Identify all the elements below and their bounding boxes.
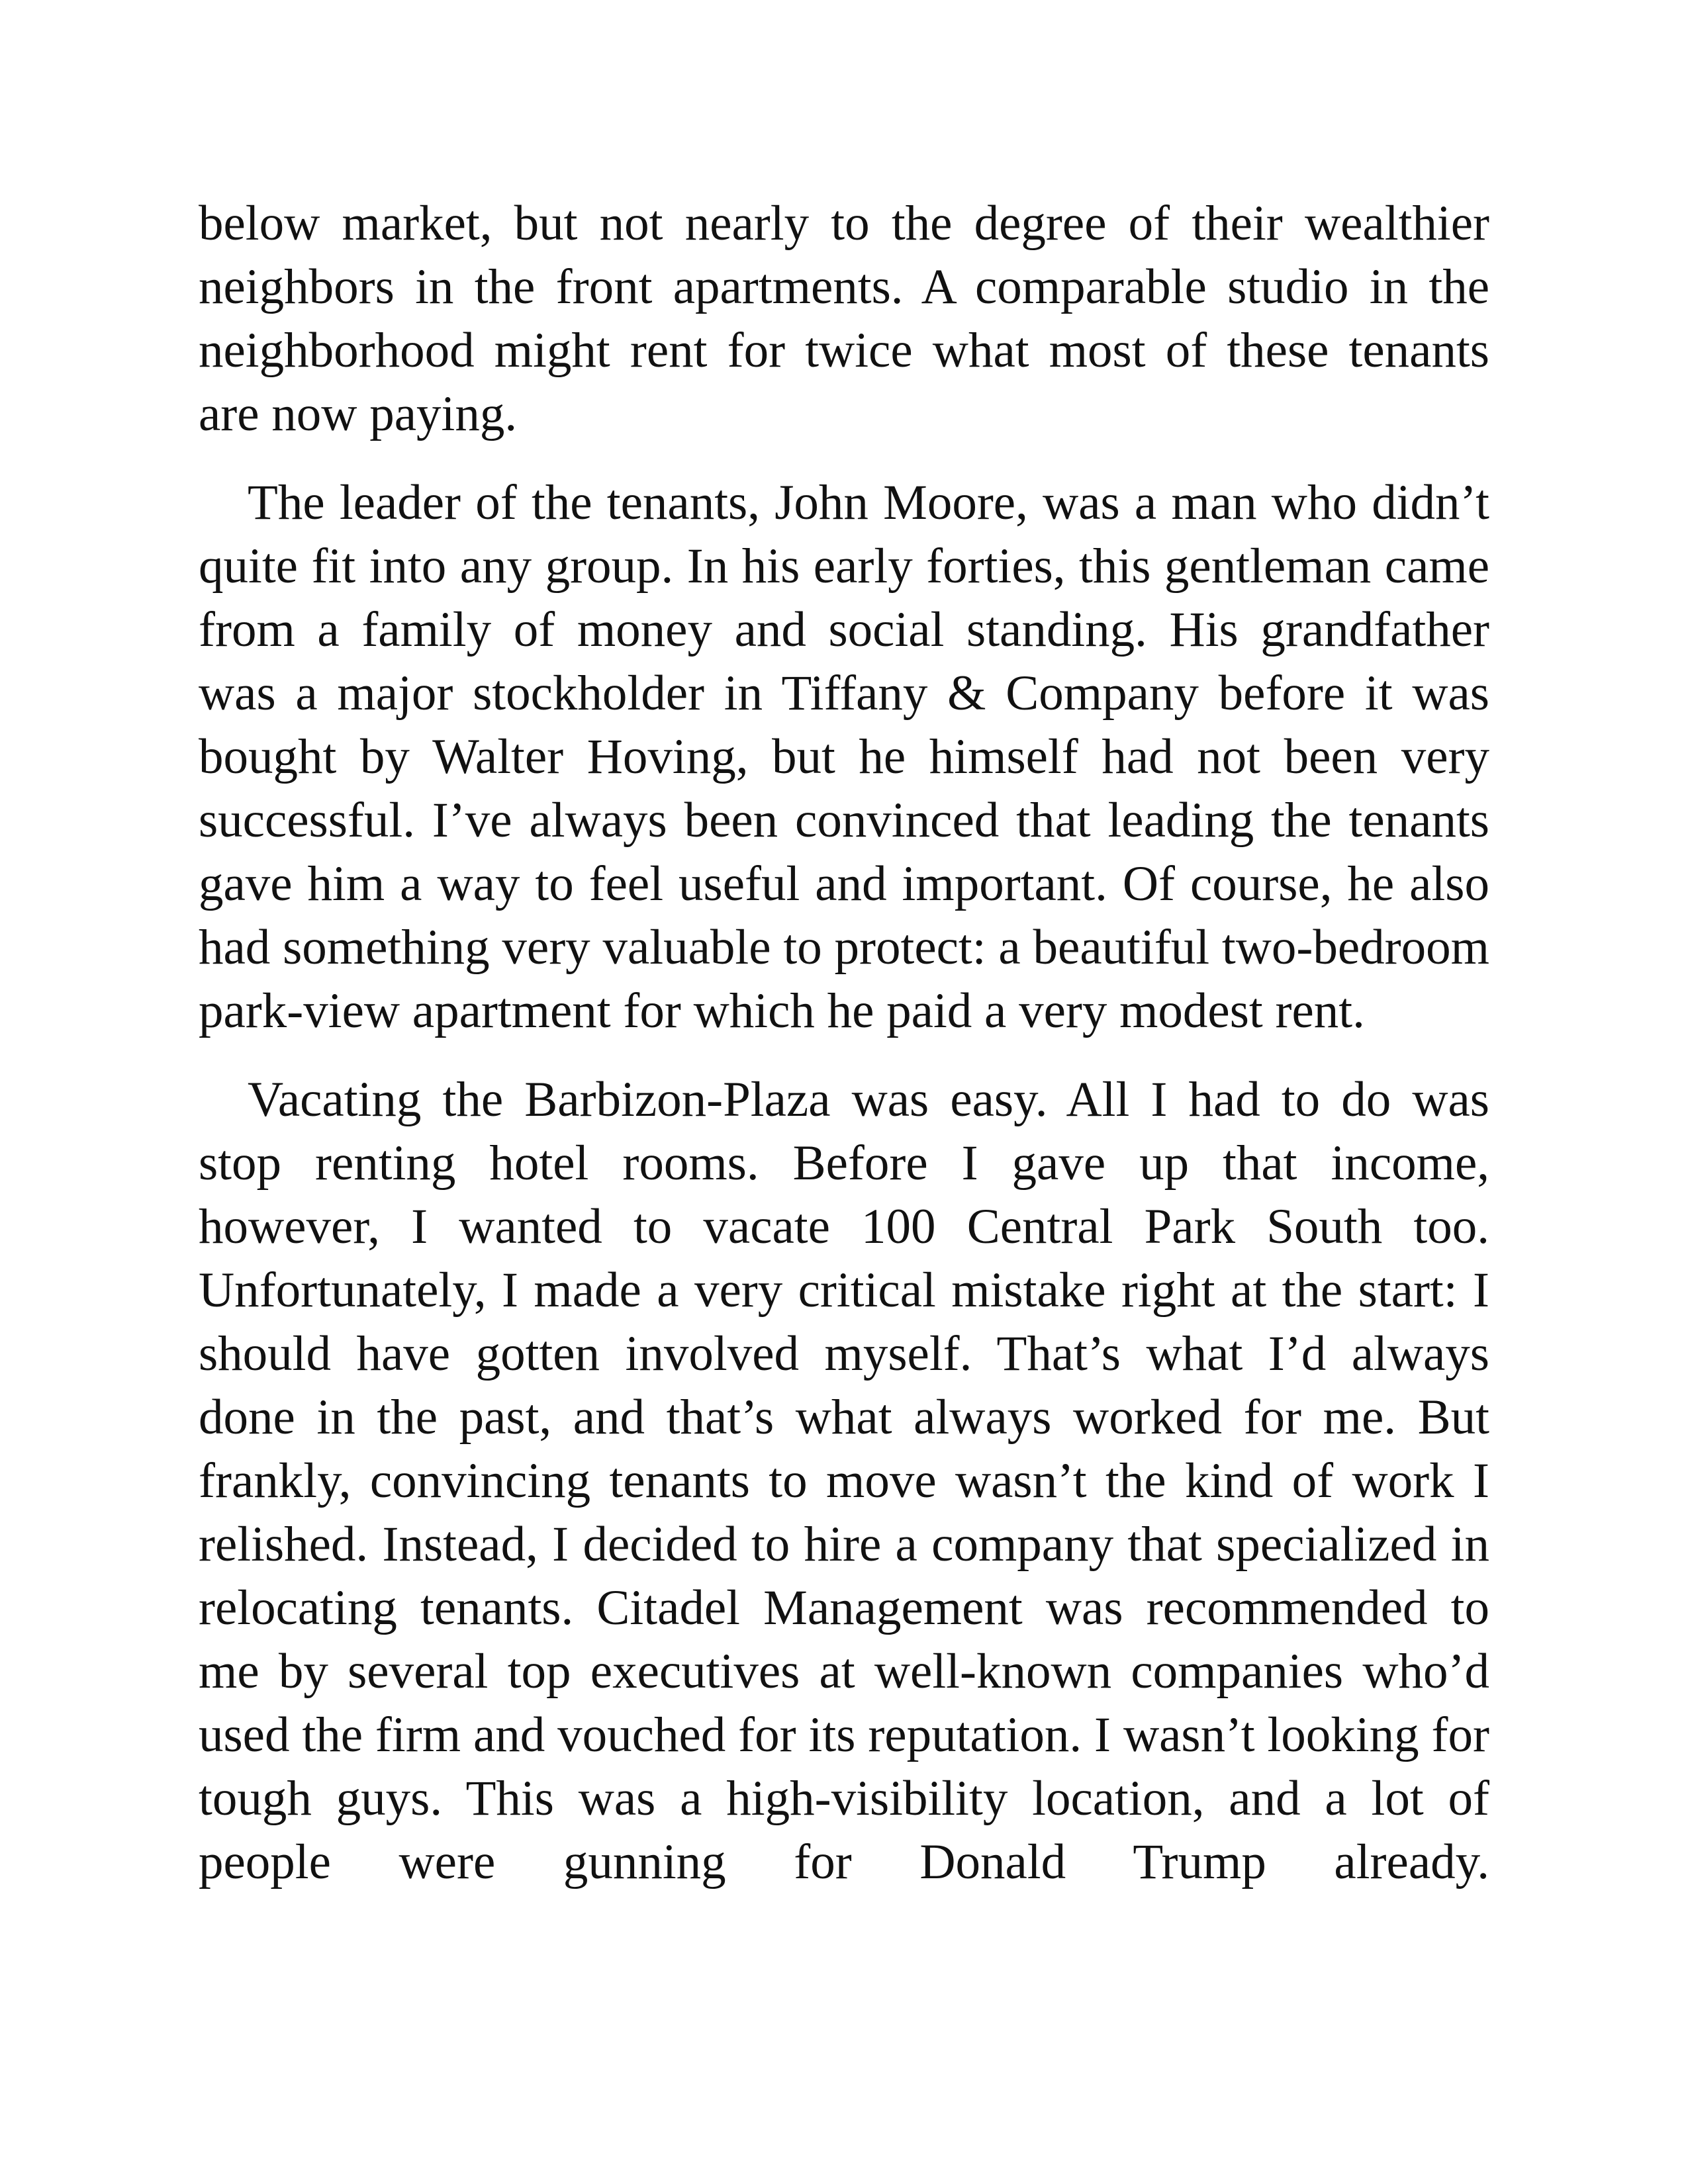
paragraph-1: below market, but not nearly to the degree of their wealthier neighbors in the front apartments. A comparable studio in the neighborhood might rent for twice what most of these tenants are now paying. bbox=[199, 196, 1489, 441]
book-page bbox=[199, 192, 1489, 1894]
paragraph-3: Vacating the Barbizon-Plaza was easy. All I had to do was stop renting hotel rooms. Before I gave up that income, however, I wanted to vacate 100 Central Park South too. Unfortunately, I made a very critical mistake right at the start: I should have gotten involved myself. That’s what I’d always done in the past, and that’s what always worked for me. But frankly, convincing tenants to move wasn’t the kind of work I relished. Instead, I decided to hire a company that specialized in relocating tenants. Citadel Management was recommended to me by several top executives at well-known companies who’d used the firm and vouched for its reputation. I wasn’t looking for tough guys. This was a high-visibility location, and a lot of people were gunning for Donald Trump already. bbox=[199, 1072, 1489, 1889]
paragraph-2: The leader of the tenants, John Moore, was a man who didn’t quite fit into any group. In his early forties, this gentleman came from a family of money and social standing. His grandfather was a major stockholder in Tiffany & Company before it was bought by Walter Hoving, but he himself had not been very successful. I’ve always been convinced that leading the tenants gave him a way to feel useful and important. Of course, he also had something very valuable to protect: a beautiful two-bedroom park-view apartment for which he paid a very modest rent. bbox=[199, 475, 1489, 1038]
